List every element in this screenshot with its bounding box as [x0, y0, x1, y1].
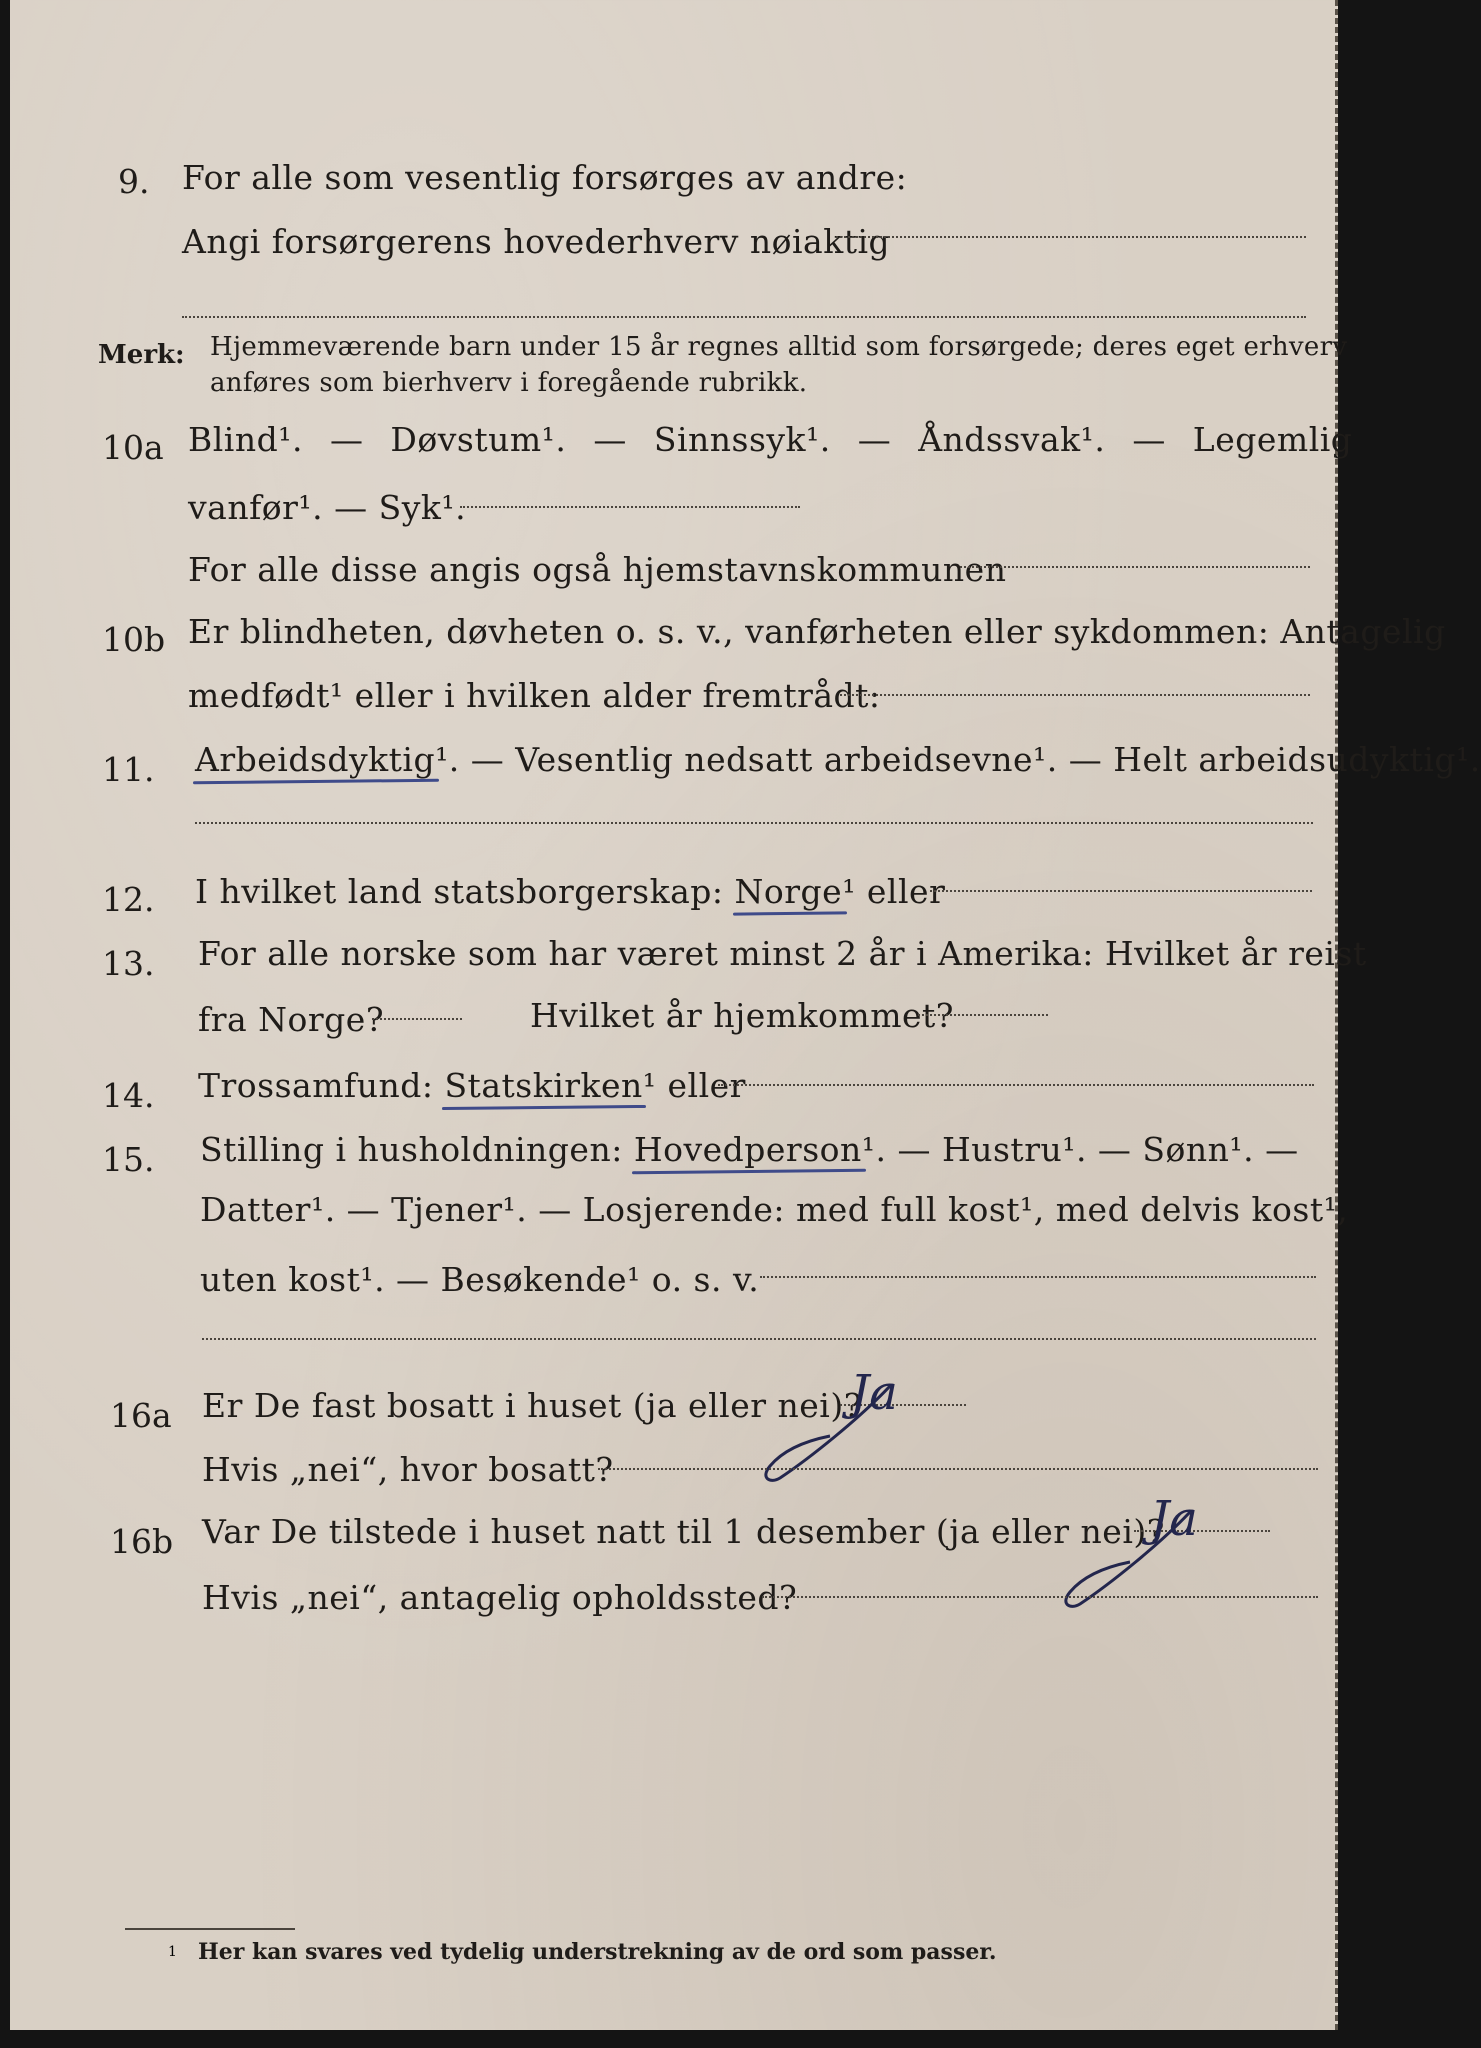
footnote-text: Her kan svares ved tydelig understrekning av de ord som passer.: [198, 1939, 997, 1965]
section-10b-answer-line[interactable]: [840, 694, 1310, 696]
section-9-number: 9.: [118, 162, 150, 201]
section-15-extra-line[interactable]: [202, 1338, 1316, 1340]
section-9-extra-line[interactable]: [182, 316, 1306, 318]
section-9-question: For alle som vesentlig forsørges av andre:: [182, 158, 908, 197]
section-16b-prompt: Hvis „nei“, antagelig opholdssted?: [202, 1578, 798, 1617]
section-13-number: 13.: [102, 944, 155, 983]
section-10a-number: 10a: [102, 428, 164, 467]
section-10a-prompt: For alle disse angis også hjemstavnskommunen: [188, 550, 1007, 589]
merk-label: Merk:: [98, 340, 185, 370]
census-form-page: [10, 0, 1481, 2030]
underlined-arbeidsdyktig: Arbeidsdyktig: [195, 740, 436, 779]
section-9-prompt: Angi forsørgerens hovederhverv nøiaktig: [182, 222, 891, 261]
section-10b-number: 10b: [102, 620, 166, 659]
section-15-options-cont: Datter¹. — Tjener¹. — Losjerende: med full kost¹, med delvis kost¹,: [200, 1190, 1349, 1229]
section-16a-number: 16a: [110, 1396, 172, 1435]
underlined-statskirken: Statskirken: [444, 1066, 643, 1105]
section-16b-question: Var De tilstede i huset natt til 1 desember (ja eller nei)?: [202, 1512, 1165, 1551]
section-16a-handwritten-answer: Ja: [850, 1365, 898, 1421]
section-14-answer-line[interactable]: [718, 1084, 1314, 1086]
section-13-reist-answer-line[interactable]: [372, 1018, 462, 1020]
section-14-number: 14.: [102, 1076, 155, 1115]
section-16b-location-line[interactable]: [762, 1596, 1318, 1598]
section-9-answer-line[interactable]: [836, 236, 1306, 238]
section-13-reist-prompt: fra Norge?: [198, 1000, 385, 1039]
section-10a-options: Blind¹. — Døvstum¹. — Sinnssyk¹. — Åndssvak¹. — Legemlig: [188, 420, 1353, 459]
section-13-hjemkommet-prompt: Hvilket år hjemkommet?: [530, 996, 954, 1035]
section-15-options-end: uten kost¹. — Besøkende¹ o. s. v.: [200, 1260, 760, 1299]
section-13-hjemkommet-answer-line[interactable]: [918, 1014, 1048, 1016]
section-12-question: I hvilket land statsborgerskap: Norge¹ eller: [195, 872, 946, 911]
section-14-question: Trossamfund: Statskirken¹ eller: [198, 1066, 746, 1105]
merk-note-line-1: Hjemmeværende barn under 15 år regnes alltid som forsørgede; deres eget erhverv: [210, 332, 1348, 362]
section-10b-prompt: medfødt¹ eller i hvilken alder fremtrådt:: [188, 676, 881, 715]
merk-note-line-2: anføres som bierhverv i foregående rubrikk.: [210, 368, 808, 398]
section-11-options: Arbeidsdyktig¹. — Vesentlig nedsatt arbeidsevne¹. — Helt arbeidsudyktig¹.: [195, 740, 1481, 779]
section-15-number: 15.: [102, 1140, 155, 1179]
footnote-divider: [125, 1928, 295, 1930]
underlined-norge: Norge: [734, 872, 843, 911]
section-10a-options-cont: vanfør¹. — Syk¹.: [188, 488, 467, 527]
section-13-question: For alle norske som har været minst 2 år i Amerika: Hvilket år reist: [198, 934, 1367, 973]
section-12-answer-line[interactable]: [930, 890, 1312, 892]
section-16b-handwritten-answer: Ja: [1150, 1491, 1198, 1547]
section-10b-question: Er blindheten, døvheten o. s. v., vanførheten eller sykdommen: Antagelig: [188, 612, 1446, 651]
section-11-number: 11.: [102, 750, 155, 789]
section-15-options: Stilling i husholdningen: Hovedperson¹. — Hustru¹. — Sønn¹. —: [200, 1130, 1299, 1169]
underlined-hovedperson: Hovedperson: [633, 1130, 862, 1169]
section-11-answer-line[interactable]: [195, 822, 1313, 824]
section-12-number: 12.: [102, 880, 155, 919]
section-16b-number: 16b: [110, 1522, 174, 1561]
section-16a-prompt: Hvis „nei“, hvor bosatt?: [202, 1450, 614, 1489]
section-16a-pen-stroke: [740, 1378, 940, 1488]
section-10a-answer-line[interactable]: [960, 566, 1310, 568]
section-16a-location-line[interactable]: [598, 1468, 1318, 1470]
section-10a-syk-line[interactable]: [460, 506, 800, 508]
footnote-mark: 1: [168, 1944, 177, 1960]
section-16a-question: Er De fast bosatt i huset (ja eller nei)?: [202, 1386, 862, 1425]
section-15-answer-line[interactable]: [760, 1276, 1316, 1278]
